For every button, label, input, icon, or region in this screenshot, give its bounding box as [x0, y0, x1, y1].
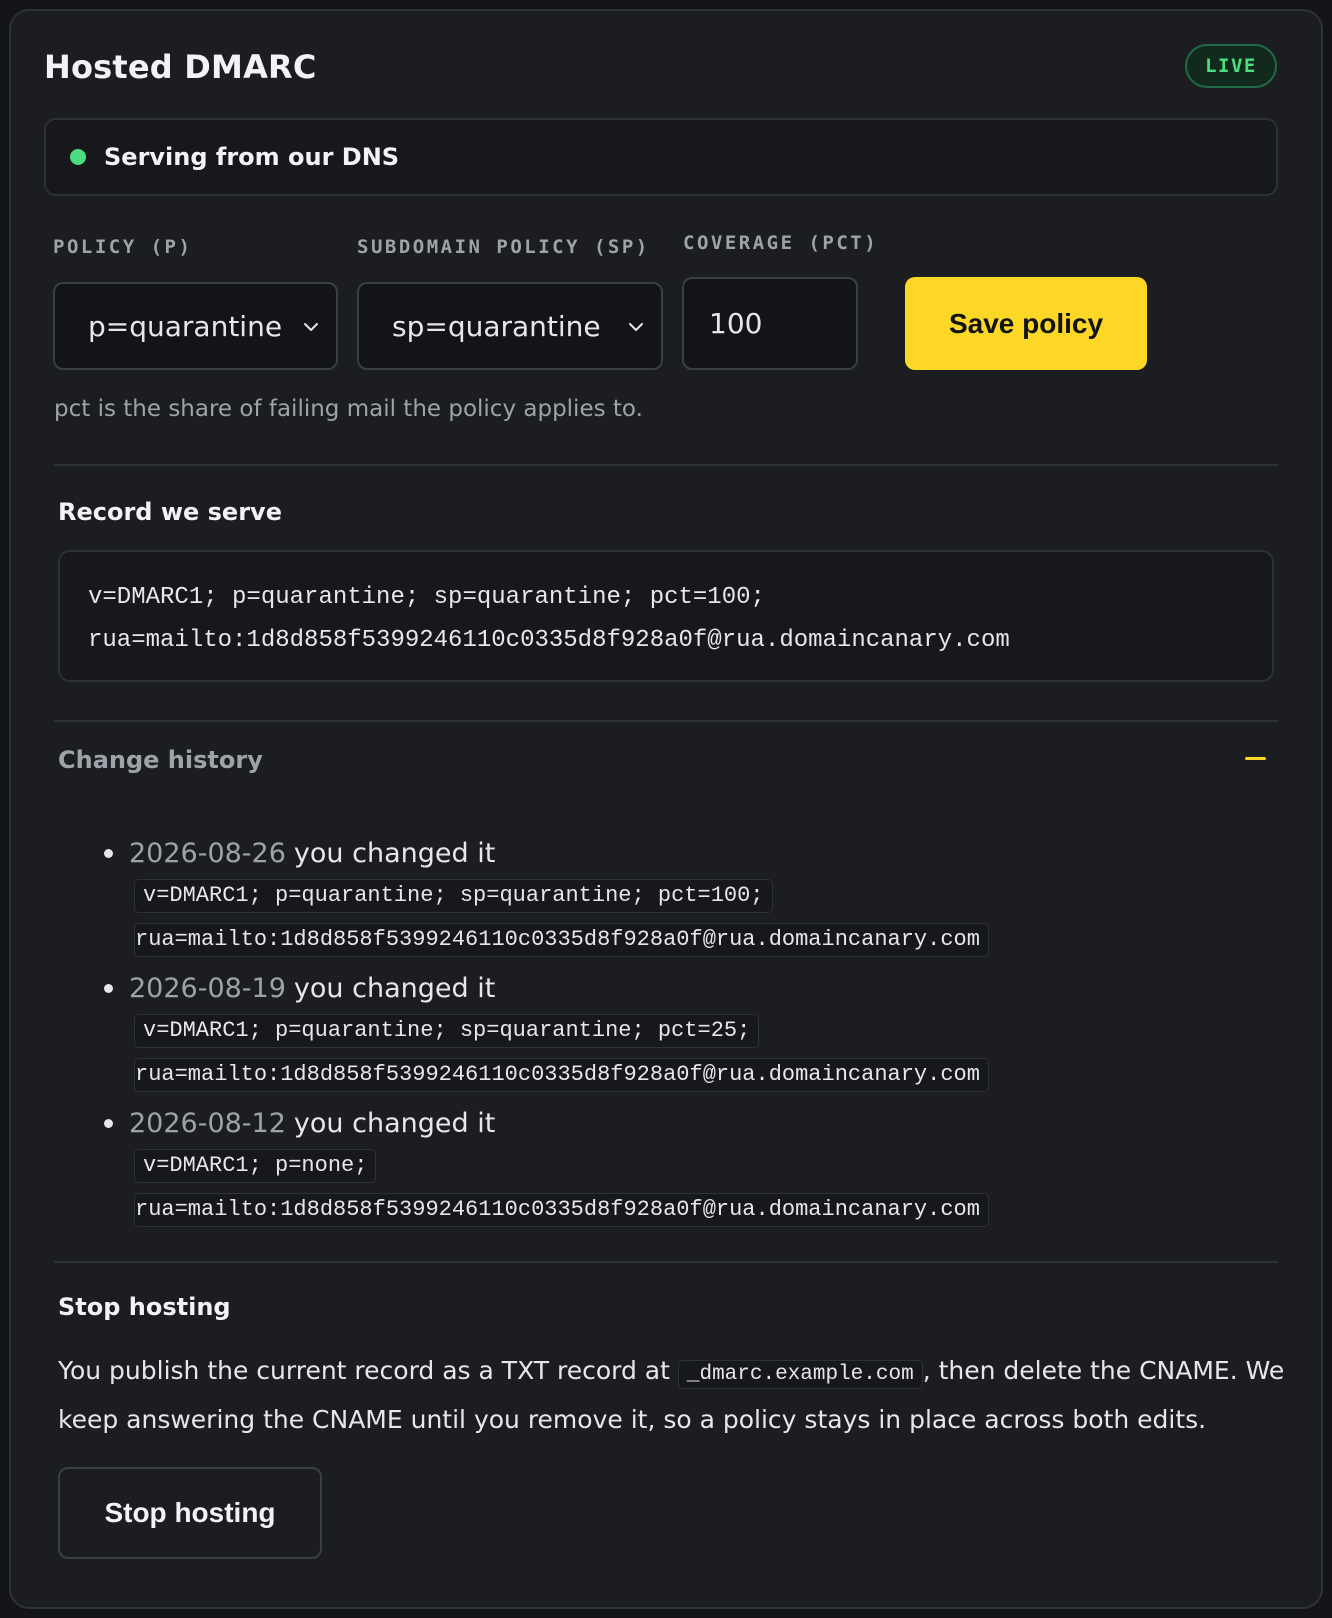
- divider: [54, 1261, 1278, 1263]
- history-text: you changed it: [293, 837, 496, 869]
- subdomain-policy-select[interactable]: [357, 282, 663, 370]
- stop-text-after: , then delete the CNAME. We keep answering the CNAME until you remove it, so a policy stays in place across both edits.: [58, 1356, 1285, 1434]
- policy-label: POLICY (P): [53, 236, 193, 258]
- history-date: 2026-08-12: [129, 1107, 286, 1139]
- history-record-line-1: v=DMARC1; p=quarantine; sp=quarantine; pct=100;: [134, 879, 773, 913]
- stop-hosting-description: [58, 1348, 1288, 1442]
- subdomain-policy-label: SUBDOMAIN POLICY (SP): [357, 236, 650, 258]
- bullet-icon: [104, 1119, 113, 1128]
- history-item: [104, 1103, 980, 1222]
- live-status-badge: LIVE: [1185, 44, 1277, 88]
- stop-text-before: You publish the current record as a TXT record at: [58, 1356, 678, 1385]
- history-record-line-1: v=DMARC1; p=none;: [134, 1149, 376, 1183]
- chevron-down-icon: [302, 318, 320, 336]
- history-record-line-2: rua=mailto:1d8d858f5399246110c0335d8f928a0f@rua.domaincanary.com: [134, 923, 989, 957]
- divider: [54, 720, 1278, 722]
- record-line-2: rua=mailto:1d8d858f5399246110c0335d8f928a0f@rua.domaincanary.com: [88, 627, 1010, 654]
- history-item: [104, 833, 980, 952]
- subdomain-policy-select-value: sp=quarantine: [392, 309, 601, 343]
- save-policy-button[interactable]: Save policy: [905, 277, 1147, 370]
- status-banner: [44, 118, 1278, 196]
- divider: [54, 464, 1278, 466]
- bullet-icon: [104, 849, 113, 858]
- history-text: you changed it: [293, 1107, 496, 1139]
- stop-hosting-button[interactable]: Stop hosting: [58, 1467, 322, 1559]
- change-history-toggle[interactable]: Change history: [58, 746, 263, 774]
- chevron-down-icon: [627, 318, 645, 336]
- bullet-icon: [104, 984, 113, 993]
- history-record-line-2: rua=mailto:1d8d858f5399246110c0335d8f928a0f@rua.domaincanary.com: [134, 1058, 989, 1092]
- history-date: 2026-08-19: [129, 972, 286, 1004]
- record-heading: Record we serve: [58, 498, 282, 526]
- stop-hosting-heading: Stop hosting: [58, 1293, 231, 1321]
- collapse-minus-icon[interactable]: [1245, 757, 1266, 760]
- record-line-1: v=DMARC1; p=quarantine; sp=quarantine; pct=100;: [88, 584, 765, 611]
- policy-select[interactable]: [53, 282, 338, 370]
- status-text: Serving from our DNS: [104, 143, 400, 171]
- policy-select-value: p=quarantine: [88, 309, 283, 343]
- status-dot-icon: [70, 149, 86, 165]
- coverage-input[interactable]: 100: [682, 277, 858, 370]
- history-record-line-1: v=DMARC1; p=quarantine; sp=quarantine; pct=25;: [134, 1014, 759, 1048]
- pct-hint: pct is the share of failing mail the policy applies to.: [54, 396, 643, 422]
- coverage-label: COVERAGE (PCT): [683, 232, 879, 254]
- history-item: [104, 968, 980, 1087]
- history-text: you changed it: [293, 972, 496, 1004]
- page-title: Hosted DMARC: [44, 48, 317, 86]
- history-date: 2026-08-26: [129, 837, 286, 869]
- history-record-line-2: rua=mailto:1d8d858f5399246110c0335d8f928a0f@rua.domaincanary.com: [134, 1193, 989, 1227]
- dmarc-host-code: _dmarc.example.com: [678, 1360, 923, 1389]
- served-record: [58, 550, 1274, 682]
